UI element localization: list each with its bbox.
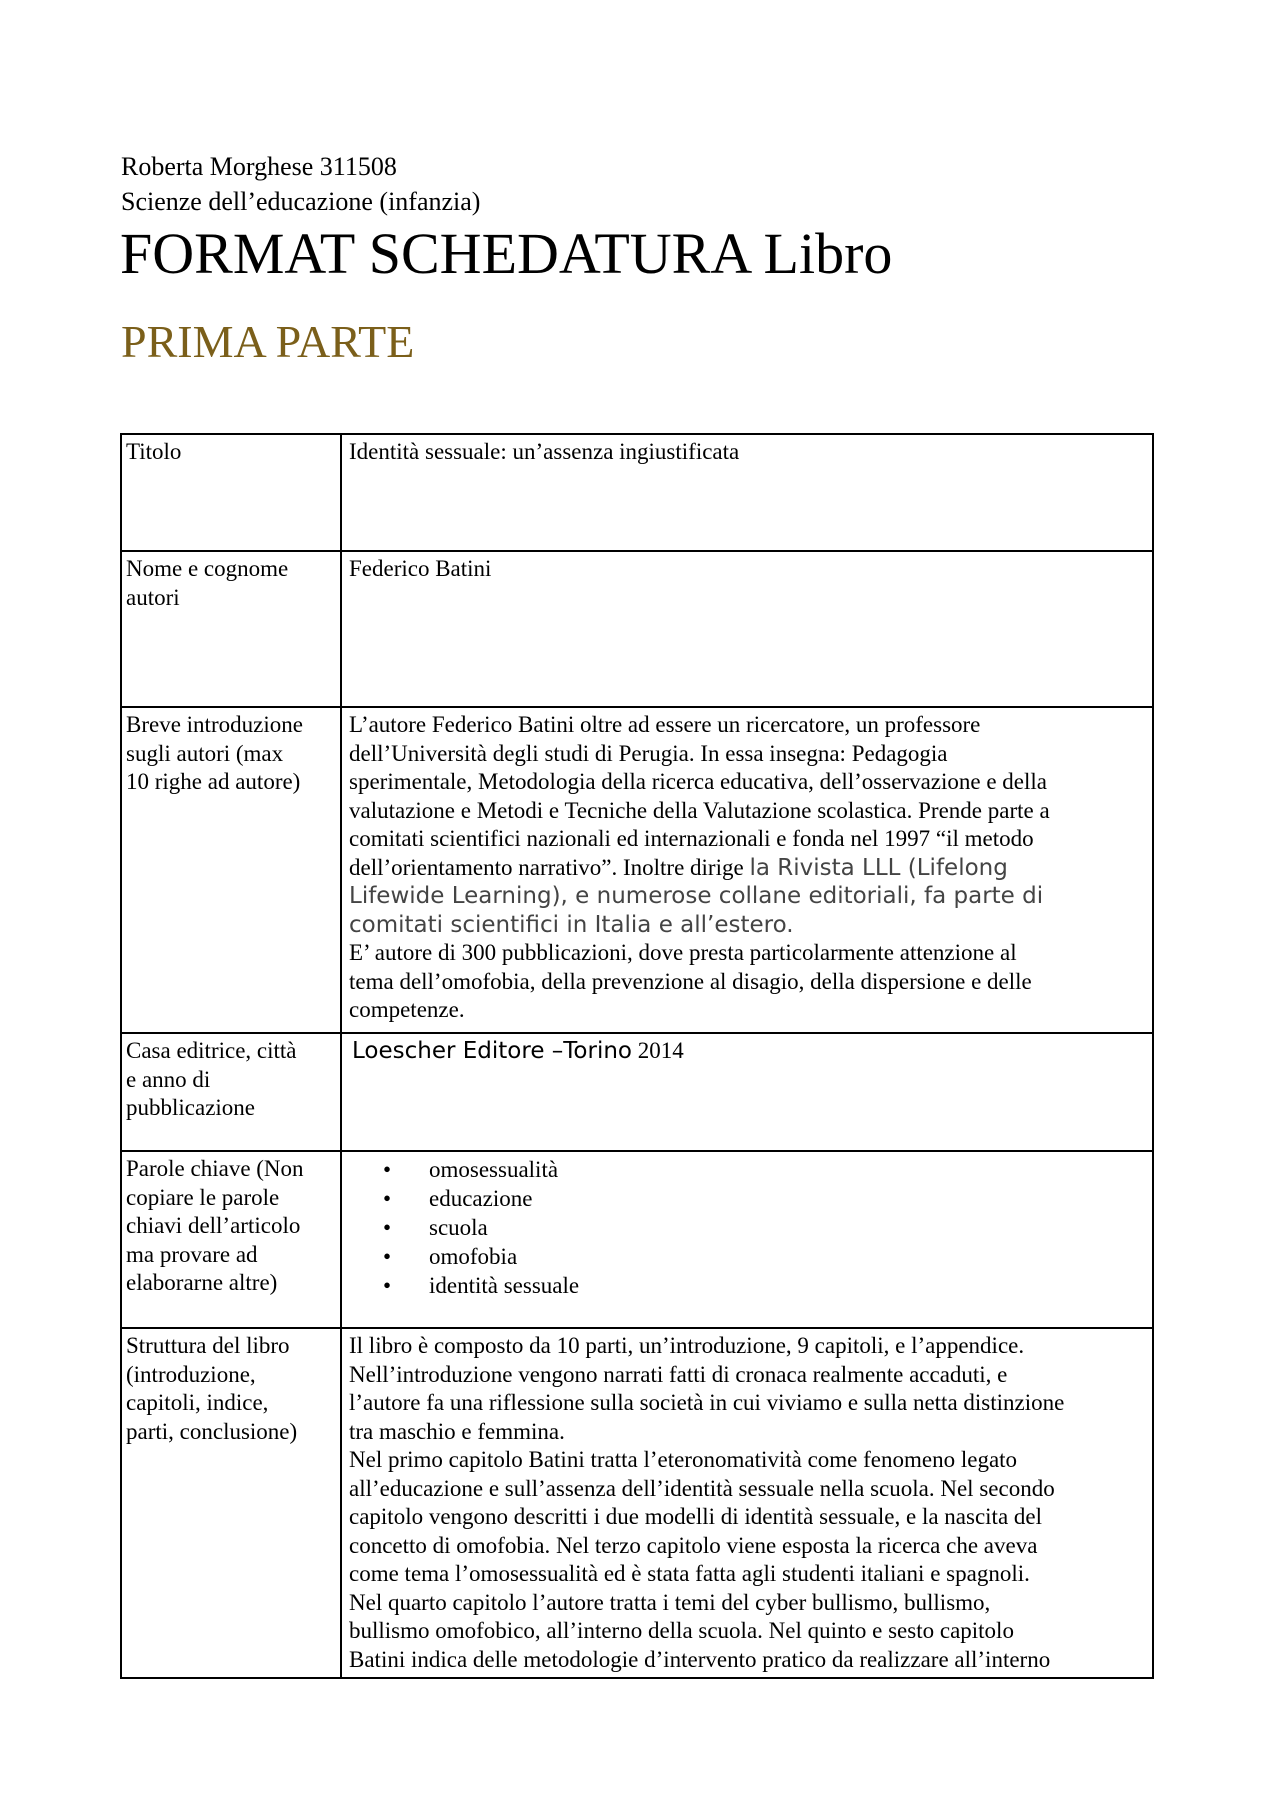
table-row-editore <box>121 1033 1153 1151</box>
list-item: • omofobia <box>383 1244 518 1269</box>
course-name: Scienze dell’educazione (infanzia) <box>121 187 481 216</box>
table-row-keywords <box>121 1151 1153 1328</box>
label-keywords: Parole chiave (Non copiare le parole chiavi dell’articolo ma provare ad elaborarne altre) <box>121 1151 341 1328</box>
value-autori: Federico Batini <box>341 551 1153 707</box>
table-row-struttura <box>121 1328 1153 1678</box>
page-title: FORMAT SCHEDATURA Libro <box>120 221 893 286</box>
value-editore <box>341 1033 1153 1151</box>
value-keywords <box>341 1151 1153 1328</box>
value-struttura: Il libro è composto da 10 parti, un’introduzione, 9 capitoli, e l’appendice. Nell’introduzione vengono narrati fatti di cronaca realmente accaduti, e l’autore fa una riflessione sulla società in cui viviamo e sulla netta distinzione tra maschio e femmina. Nel primo capitolo Batini tratta l’eteronomatività come fenomeno legato all’educazione e sull’assenza dell’identità sessuale nella scuola. Nel secondo capitolo vengono descritti i due modelli di identità sessuale, e la nascita del concetto di omofobia. Nel terzo capitolo viene esposta la ricerca che aveva come tema l’omosessualità ed è stata fatta agli studenti italiani e spagnoli. Nel quarto capitolo l’autore tratta i temi del cyber bullismo, bullismo, bullismo omofobico, all’interno della scuola. Nel quinto e sesto capitolo Batini indica delle metodologie d’intervento pratico da realizzare all’interno <box>341 1328 1153 1678</box>
list-item: • educazione <box>383 1186 533 1211</box>
table-row-titolo <box>121 434 1153 551</box>
value-titolo: Identità sessuale: un’assenza ingiustificata <box>341 434 1153 551</box>
value-intro: L’autore Federico Batini oltre ad essere un ricercatore, un professore dell’Università degli studi di Perugia. In essa insegna: Pedagogia sperimentale, Metodologia della ricerca educativa, dell’osservazione e della valutazione e Metodi e Tecniche della Valutazione scolastica. Prende parte a comitati scientifici nazionali ed internazionali e fonda nel 1997 “il metodo dell’orientamento narrativo”. Inoltre dirige la Rivista LLL (Lifelong Lifewide Learning), e numerose collane editoriali, fa parte di comitati scientifici in Italia e all’estero. E’ autore di 300 pubblicazioni, dove presta particolarmente attenzione al tema dell’omofobia, della prevenzione al disagio, della dispersione e delle competenze. <box>341 707 1153 1033</box>
publisher-text: Loescher Editore –Torino <box>352 1038 632 1064</box>
student-name: Roberta Morghese 311508 <box>121 152 397 181</box>
label-struttura: Struttura del libro (introduzione, capitoli, indice, parti, conclusione) <box>121 1328 341 1678</box>
label-intro: Breve introduzione sugli autori (max 10 righe ad autore) <box>121 707 341 1033</box>
rivista-text: la Rivista LLL (Lifelong <box>749 854 1008 881</box>
keyword-list <box>349 1155 1152 1300</box>
label-autori: Nome e cognome autori <box>121 551 341 707</box>
year-text: 2014 <box>632 1038 684 1063</box>
table-row-autori <box>121 551 1153 707</box>
label-editore: Casa editrice, città e anno di pubblicazione <box>121 1033 341 1151</box>
section-heading: PRIMA PARTE <box>121 316 415 367</box>
list-item: • omosessualità <box>383 1157 559 1182</box>
book-form-table <box>120 433 1154 1679</box>
list-item: • identità sessuale <box>383 1273 580 1298</box>
table-row-intro <box>121 707 1153 1033</box>
label-titolo: Titolo <box>121 434 341 551</box>
list-item: • scuola <box>383 1215 488 1240</box>
